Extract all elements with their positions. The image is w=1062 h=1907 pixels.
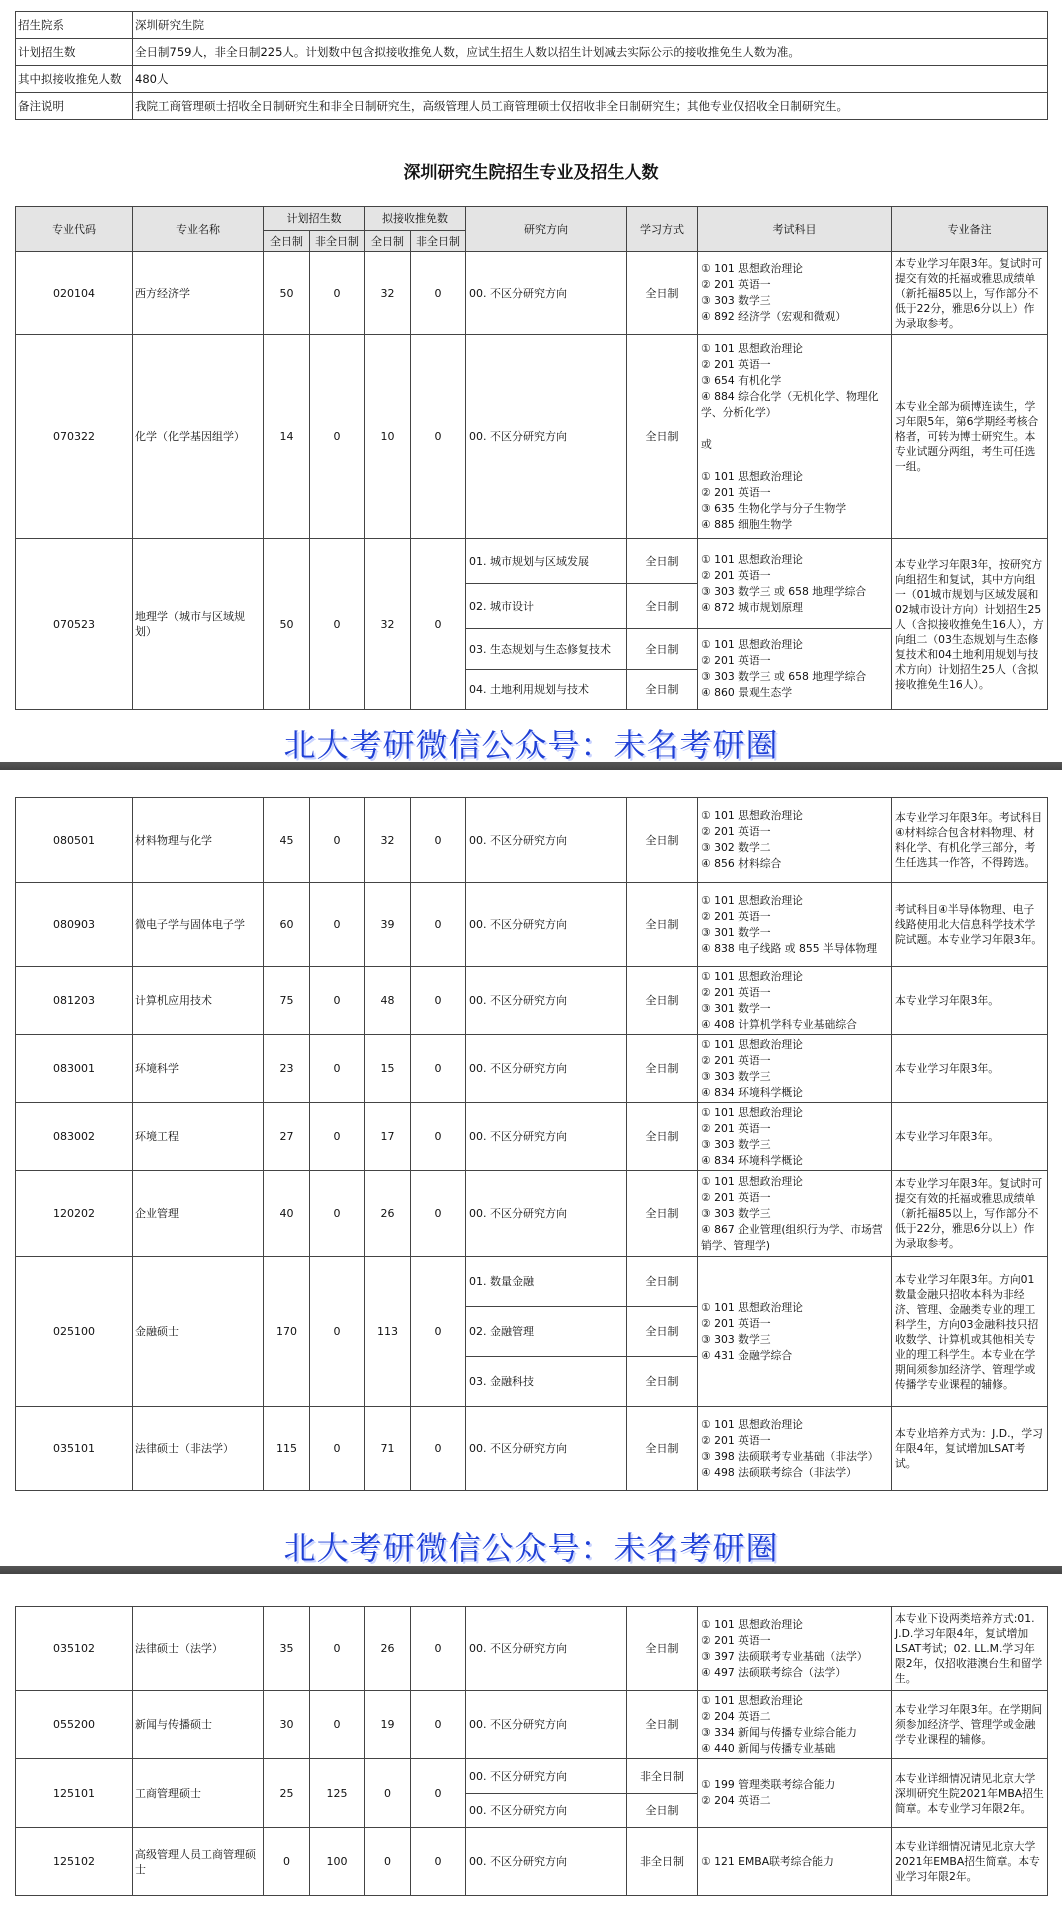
program-note: 本专业详细情况请见北京大学深圳研究生院2021年MBA招生简章。本专业学习年限2年。 [892,1759,1048,1828]
exam-subject-line: ③ 303 数学三 [701,1332,771,1346]
exam-subject-line: ④ 884 综合化学（无机化学、物理化学、分析化学） [701,389,879,419]
exam-subject-line: ① 101 思想政治理论 [701,1693,803,1707]
study-mode: 全日制 [627,335,698,539]
program-code: 035102 [16,1607,133,1691]
program-name: 工商管理硕士 [133,1759,264,1828]
exam-subject-line: ④ 440 新闻与传播专业基础 [701,1741,836,1755]
info-row [16,39,1048,66]
exam-subject-line: ④ 892 经济学（宏观和微观） [701,310,847,323]
program-code: 020104 [16,252,133,335]
plan-part-time: 0 [310,1691,365,1759]
plan-full-time: 14 [264,335,310,539]
recommended-part-time: 0 [411,539,466,710]
program-note: 本专业详细情况请见北京大学2021年EMBA招生简章。本专业学习年限2年。 [892,1828,1048,1896]
header-recommended: 拟接收推免数 [365,207,466,231]
plan-part-time: 0 [310,539,365,710]
exam-subject-line: ④ 885 细胞生物学 [701,517,793,531]
plan-full-time: 0 [264,1828,310,1896]
exam-subjects [698,629,892,710]
program-note: 本专业学习年限3年。考试科目④材料综合包含材料物理、材料化学、有机化学三部分，考生任选其一作答，不得跨选。 [892,798,1048,883]
exam-subject-line: 或 [701,437,712,451]
study-mode: 全日制 [627,1171,698,1257]
exam-subject-line: ④ 872 城市规划原理 [701,600,803,614]
exam-subject-line: ④ 838 电子线路 或 855 半导体物理 [701,941,878,955]
recommended-full-time: 10 [365,335,411,539]
recommended-part-time: 0 [411,1759,466,1828]
program-name: 高级管理人员工商管理硕士 [133,1828,264,1896]
recommended-part-time: 0 [411,252,466,335]
exam-subject-line: ② 201 英语一 [701,654,771,667]
header-plan-part: 非全日制 [310,231,365,252]
study-mode: 全日制 [627,1257,698,1307]
exam-subjects [698,1828,892,1896]
program-note: 本专业全部为硕博连读生，学习年限5年，第6学期经考核合格者，可转为博士研究生。本专业试题分两组，考生可任选一组。 [892,335,1048,539]
program-name: 法律硕士（法学） [133,1607,264,1691]
exam-subject-line: ③ 301 数学一 [701,925,771,939]
program-code: 035101 [16,1407,133,1491]
recommended-part-time: 0 [411,1171,466,1257]
table-row [16,1607,1048,1691]
recommended-part-time: 0 [411,335,466,539]
study-mode: 全日制 [627,1407,698,1491]
program-note: 本专业学习年限3年。 [892,1035,1048,1103]
table-row [16,252,1048,335]
exam-subject-line: ① 101 思想政治理论 [701,809,803,822]
exam-subject-line: ② 201 英语一 [701,825,771,838]
table-row [16,798,1048,883]
plan-part-time: 0 [310,1171,365,1257]
research-direction: 00. 不区分研究方向 [466,1103,627,1171]
plan-part-time: 0 [310,1257,365,1407]
watermark-banner: 北大考研微信公众号：未名考研圈 [283,1529,779,1567]
exam-subject-line: ① 101 思想政治理论 [701,1174,803,1188]
exam-subject-line: ① 101 思想政治理论 [701,552,803,566]
exam-subject-line: ② 201 英语一 [701,278,771,291]
recommended-part-time: 0 [411,1828,466,1896]
info-row [16,12,1048,39]
info-label: 其中拟接收推免人数 [16,66,133,93]
exam-subject-line: ② 201 英语一 [701,1433,771,1447]
exam-subject-line: ② 201 英语一 [701,357,771,371]
program-code: 125102 [16,1828,133,1896]
table-row [16,967,1048,1035]
study-mode: 全日制 [627,670,698,710]
research-direction: 00. 不区分研究方向 [466,883,627,967]
program-name: 环境工程 [133,1103,264,1171]
program-name: 新闻与传播硕士 [133,1691,264,1759]
plan-part-time: 0 [310,335,365,539]
program-note: 本专业学习年限3年，按研究方向组招生和复试，其中方向组一（01城市规划与区域发展和02城市设计方向）计划招生25人（含拟接收推免生16人），方向组二（03生态规划与生态修复技术和04土地利用规划与技术方向）计划招生25人（含拟接收推免生16人）。 [892,539,1048,710]
program-note: 本专业学习年限3年。复试时可提交有效的托福或雅思成绩单（新托福85以上，写作部分不低于22分，雅思6分以上）作为录取参考。 [892,252,1048,335]
info-value: 全日制759人，非全日制225人。计划数中包含拟接收推免人数，应试生招生人数以招生计划减去实际公示的接收推免生人数为准。 [133,39,1048,66]
plan-full-time: 30 [264,1691,310,1759]
program-note: 考试科目④半导体物理、电子线路使用北大信息科学技术学院试题。本专业学习年限3年。 [892,883,1048,967]
exam-subject-line: ① 199 管理类联考综合能力 [701,1778,836,1791]
research-direction: 00. 不区分研究方向 [466,1691,627,1759]
info-label: 招生院系 [16,12,133,39]
table-row [16,335,1048,539]
plan-full-time: 40 [264,1171,310,1257]
study-mode: 全日制 [627,539,698,584]
program-code: 080501 [16,798,133,883]
program-code: 070523 [16,539,133,710]
exam-subject-line: ② 204 英语二 [701,1709,771,1723]
table-row [16,1257,1048,1307]
plan-full-time: 35 [264,1607,310,1691]
plan-full-time: 25 [264,1759,310,1828]
exam-subject-line: ② 201 英语一 [701,1633,771,1647]
table-row [16,1407,1048,1491]
program-note: 本专业学习年限3年。 [892,967,1048,1035]
exam-subject-line: ① 101 思想政治理论 [701,1417,803,1431]
exam-subject-line: ④ 497 法硕联考综合（法学） [701,1665,847,1679]
research-direction: 00. 不区分研究方向 [466,1035,627,1103]
recommended-full-time: 26 [365,1171,411,1257]
exam-subject-line [701,453,888,469]
exam-subject-line: ③ 303 数学三 或 658 地理学综合 [701,584,867,598]
exam-subjects [698,335,892,539]
research-direction: 04. 土地利用规划与技术 [466,670,627,710]
header-name: 专业名称 [133,207,264,252]
exam-subject-line: ① 101 思想政治理论 [701,1300,803,1314]
program-code: 083001 [16,1035,133,1103]
exam-subject-line: ① 101 思想政治理论 [701,262,803,275]
program-note: 本专业培养方式为：J.D.，学习年限4年，复试增加LSAT考试。 [892,1407,1048,1491]
exam-subjects [698,883,892,967]
program-name: 金融硕士 [133,1257,264,1407]
exam-subjects [698,1257,892,1407]
header-plan-full: 全日制 [264,231,310,252]
program-name: 化学（化学基因组学） [133,335,264,539]
exam-subject-line: ① 101 思想政治理论 [701,638,803,651]
info-label: 计划招生数 [16,39,133,66]
research-direction: 03. 金融科技 [466,1357,627,1407]
plan-full-time: 60 [264,883,310,967]
program-name: 计算机应用技术 [133,967,264,1035]
research-direction: 00. 不区分研究方向 [466,967,627,1035]
program-code: 055200 [16,1691,133,1759]
program-name: 西方经济学 [133,252,264,335]
exam-subjects [698,1759,892,1828]
programs-table-part-2 [15,797,1048,1491]
program-code: 081203 [16,967,133,1035]
research-direction: 01. 数量金融 [466,1257,627,1307]
exam-subject-line: ④ 834 环境科学概论 [701,1085,803,1099]
header-direction: 研究方向 [466,207,627,252]
research-direction: 03. 生态规划与生态修复技术 [466,629,627,670]
recommended-part-time: 0 [411,1691,466,1759]
page-title: 深圳研究生院招生专业及招生人数 [403,163,659,183]
table-row [16,883,1048,967]
header-subjects: 考试科目 [698,207,892,252]
study-mode: 全日制 [627,252,698,335]
recommended-full-time: 113 [365,1257,411,1407]
recommended-full-time: 71 [365,1407,411,1491]
research-direction: 00. 不区分研究方向 [466,1171,627,1257]
plan-part-time: 0 [310,1607,365,1691]
plan-part-time: 0 [310,1103,365,1171]
exam-subject-line: ③ 398 法硕联考专业基础（非法学） [701,1449,879,1463]
recommended-full-time: 0 [365,1759,411,1828]
plan-full-time: 27 [264,1103,310,1171]
exam-subject-line: ② 201 英语一 [701,1053,771,1067]
programs-table-part-1 [15,206,1048,710]
program-note: 本专业学习年限3年。 [892,1103,1048,1171]
exam-subject-line: ① 121 EMBA联考综合能力 [701,1854,834,1868]
program-note: 本专业学习年限3年。在学期间须参加经济学、管理学或金融学专业课程的辅修。 [892,1691,1048,1759]
header-rec-part: 非全日制 [411,231,466,252]
research-direction: 00. 不区分研究方向 [466,252,627,335]
program-code: 080903 [16,883,133,967]
table-row [16,1171,1048,1257]
research-direction: 00. 不区分研究方向 [466,1607,627,1691]
research-direction: 00. 不区分研究方向 [466,798,627,883]
program-name: 微电子学与固体电子学 [133,883,264,967]
exam-subjects [698,252,892,335]
study-mode: 全日制 [627,1103,698,1171]
exam-subjects [698,1103,892,1171]
exam-subject-line: ① 101 思想政治理论 [701,1617,803,1631]
research-direction: 02. 城市设计 [466,584,627,629]
info-value: 我院工商管理硕士招收全日制研究生和非全日制研究生，高级管理人员工商管理硕士仅招收非全日制研究生；其他专业仅招收全日制研究生。 [133,93,1048,120]
watermark-banner: 北大考研微信公众号：未名考研圈 [283,726,779,764]
exam-subject-line: ① 101 思想政治理论 [701,1037,803,1051]
program-info-table [15,11,1048,120]
exam-subject-line: ③ 635 生物化学与分子生物学 [701,501,847,515]
plan-part-time: 0 [310,883,365,967]
program-code: 125101 [16,1759,133,1828]
exam-subjects [698,798,892,883]
study-mode: 全日制 [627,967,698,1035]
plan-part-time: 0 [310,967,365,1035]
program-name: 法律硕士（非法学） [133,1407,264,1491]
exam-subject-line: ③ 302 数学二 [701,841,771,854]
plan-full-time: 50 [264,252,310,335]
program-name: 环境科学 [133,1035,264,1103]
research-direction: 00. 不区分研究方向 [466,1407,627,1491]
exam-subject-line: ② 201 英语一 [701,1121,771,1135]
recommended-full-time: 15 [365,1035,411,1103]
info-value: 480人 [133,66,1048,93]
recommended-part-time: 0 [411,1407,466,1491]
info-label: 备注说明 [16,93,133,120]
header-plan: 计划招生数 [264,207,365,231]
program-note: 本专业学习年限3年。方向01数量金融只招收本科为非经济、管理、金融类专业的理工科学生，方向03金融科技只招收数学、计算机或其他相关专业的理工科学生。本专业在学期间须参加经济学、管理学或传播学专业课程的辅修。 [892,1257,1048,1407]
plan-part-time: 0 [310,252,365,335]
table-row [16,1103,1048,1171]
exam-subject-line: ④ 408 计算机学科专业基础综合 [701,1017,857,1031]
recommended-full-time: 32 [365,798,411,883]
exam-subject-line: ③ 334 新闻与传播专业综合能力 [701,1725,857,1739]
exam-subject-line: ① 101 思想政治理论 [701,341,803,355]
header-notes: 专业备注 [892,207,1048,252]
exam-subject-line: ② 201 英语一 [701,1316,771,1330]
exam-subjects [698,1691,892,1759]
exam-subject-line: ② 201 英语一 [701,568,771,582]
study-mode: 全日制 [627,1357,698,1407]
exam-subject-line: ② 201 英语一 [701,485,771,499]
exam-subject-line: ① 101 思想政治理论 [701,893,803,907]
exam-subject-line: ③ 301 数学一 [701,1001,771,1015]
study-mode: 非全日制 [627,1759,698,1794]
exam-subjects [698,967,892,1035]
exam-subjects [698,1035,892,1103]
table-row [16,1828,1048,1896]
plan-part-time: 100 [310,1828,365,1896]
research-direction: 02. 金融管理 [466,1307,627,1357]
exam-subject-line: ④ 498 法硕联考综合（非法学） [701,1465,857,1479]
research-direction: 00. 不区分研究方向 [466,1794,627,1828]
table-row [16,1035,1048,1103]
plan-part-time: 0 [310,1035,365,1103]
table-row [16,1759,1048,1794]
recommended-part-time: 0 [411,1103,466,1171]
program-note: 本专业下设两类培养方式:01. J.D.学习年限4年，复试增加LSAT考试；02. LL.M.学习年限2年，仅招收港澳台生和留学生。 [892,1607,1048,1691]
exam-subject-line: ④ 856 材料综合 [701,857,782,870]
exam-subject-line: ① 101 思想政治理论 [701,469,803,483]
research-direction: 00. 不区分研究方向 [466,1759,627,1794]
program-code: 083002 [16,1103,133,1171]
recommended-full-time: 17 [365,1103,411,1171]
plan-part-time: 0 [310,1407,365,1491]
exam-subject-line: ④ 867 企业管理(组织行为学、市场营销学、管理学) [701,1222,883,1252]
study-mode: 全日制 [627,1691,698,1759]
study-mode: 全日制 [627,629,698,670]
study-mode: 全日制 [627,1035,698,1103]
exam-subjects [698,1607,892,1691]
exam-subject-line: ① 101 思想政治理论 [701,1105,803,1119]
exam-subject-line: ③ 397 法硕联考专业基础（法学） [701,1649,868,1663]
exam-subject-line: ③ 303 数学三 或 658 地理学综合 [701,670,867,683]
program-code: 070322 [16,335,133,539]
exam-subject-line: ④ 860 景观生态学 [701,686,793,699]
exam-subject-line: ③ 303 数学三 [701,1069,771,1083]
recommended-part-time: 0 [411,1607,466,1691]
research-direction: 00. 不区分研究方向 [466,1828,627,1896]
recommended-part-time: 0 [411,883,466,967]
recommended-full-time: 32 [365,252,411,335]
exam-subjects [698,539,892,629]
header-mode: 学习方式 [627,207,698,252]
exam-subject-line: ② 204 英语二 [701,1794,771,1807]
plan-part-time: 125 [310,1759,365,1828]
recommended-full-time: 39 [365,883,411,967]
info-row [16,66,1048,93]
plan-part-time: 0 [310,798,365,883]
plan-full-time: 50 [264,539,310,710]
exam-subject-line: ④ 834 环境科学概论 [701,1153,803,1167]
exam-subjects [698,1407,892,1491]
plan-full-time: 170 [264,1257,310,1407]
study-mode: 全日制 [627,584,698,629]
research-direction: 01. 城市规划与区域发展 [466,539,627,584]
exam-subject-line [701,421,888,437]
exam-subject-line: ① 101 思想政治理论 [701,969,803,983]
recommended-part-time: 0 [411,1035,466,1103]
programs-table-part-3 [15,1606,1048,1896]
study-mode: 全日制 [627,1307,698,1357]
recommended-full-time: 0 [365,1828,411,1896]
info-row [16,93,1048,120]
exam-subject-line: ③ 303 数学三 [701,294,771,307]
info-value: 深圳研究生院 [133,12,1048,39]
recommended-full-time: 26 [365,1607,411,1691]
recommended-full-time: 32 [365,539,411,710]
program-name: 地理学（城市与区域规划） [133,539,264,710]
study-mode: 全日制 [627,798,698,883]
table-row [16,1691,1048,1759]
exam-subjects [698,1171,892,1257]
exam-subject-line: ② 201 英语一 [701,909,771,923]
exam-subject-line: ④ 431 金融学综合 [701,1348,793,1362]
exam-subject-line: ② 201 英语一 [701,1190,771,1204]
plan-full-time: 45 [264,798,310,883]
plan-full-time: 23 [264,1035,310,1103]
study-mode: 全日制 [627,1607,698,1691]
header-rec-full: 全日制 [365,231,411,252]
exam-subject-line: ③ 654 有机化学 [701,373,782,387]
plan-full-time: 75 [264,967,310,1035]
recommended-part-time: 0 [411,798,466,883]
program-name: 企业管理 [133,1171,264,1257]
study-mode: 全日制 [627,883,698,967]
study-mode: 全日制 [627,1794,698,1828]
recommended-part-time: 0 [411,967,466,1035]
program-code: 025100 [16,1257,133,1407]
program-name: 材料物理与化学 [133,798,264,883]
program-note: 本专业学习年限3年。复试时可提交有效的托福或雅思成绩单（新托福85以上，写作部分不低于22分，雅思6分以上）作为录取参考。 [892,1171,1048,1257]
table-row [16,539,1048,584]
exam-subject-line: ③ 303 数学三 [701,1137,771,1151]
recommended-full-time: 19 [365,1691,411,1759]
exam-subject-line: ③ 303 数学三 [701,1206,771,1220]
plan-full-time: 115 [264,1407,310,1491]
recommended-part-time: 0 [411,1257,466,1407]
research-direction: 00. 不区分研究方向 [466,335,627,539]
program-code: 120202 [16,1171,133,1257]
recommended-full-time: 48 [365,967,411,1035]
header-code: 专业代码 [16,207,133,252]
study-mode: 非全日制 [627,1828,698,1896]
exam-subject-line: ② 201 英语一 [701,985,771,999]
